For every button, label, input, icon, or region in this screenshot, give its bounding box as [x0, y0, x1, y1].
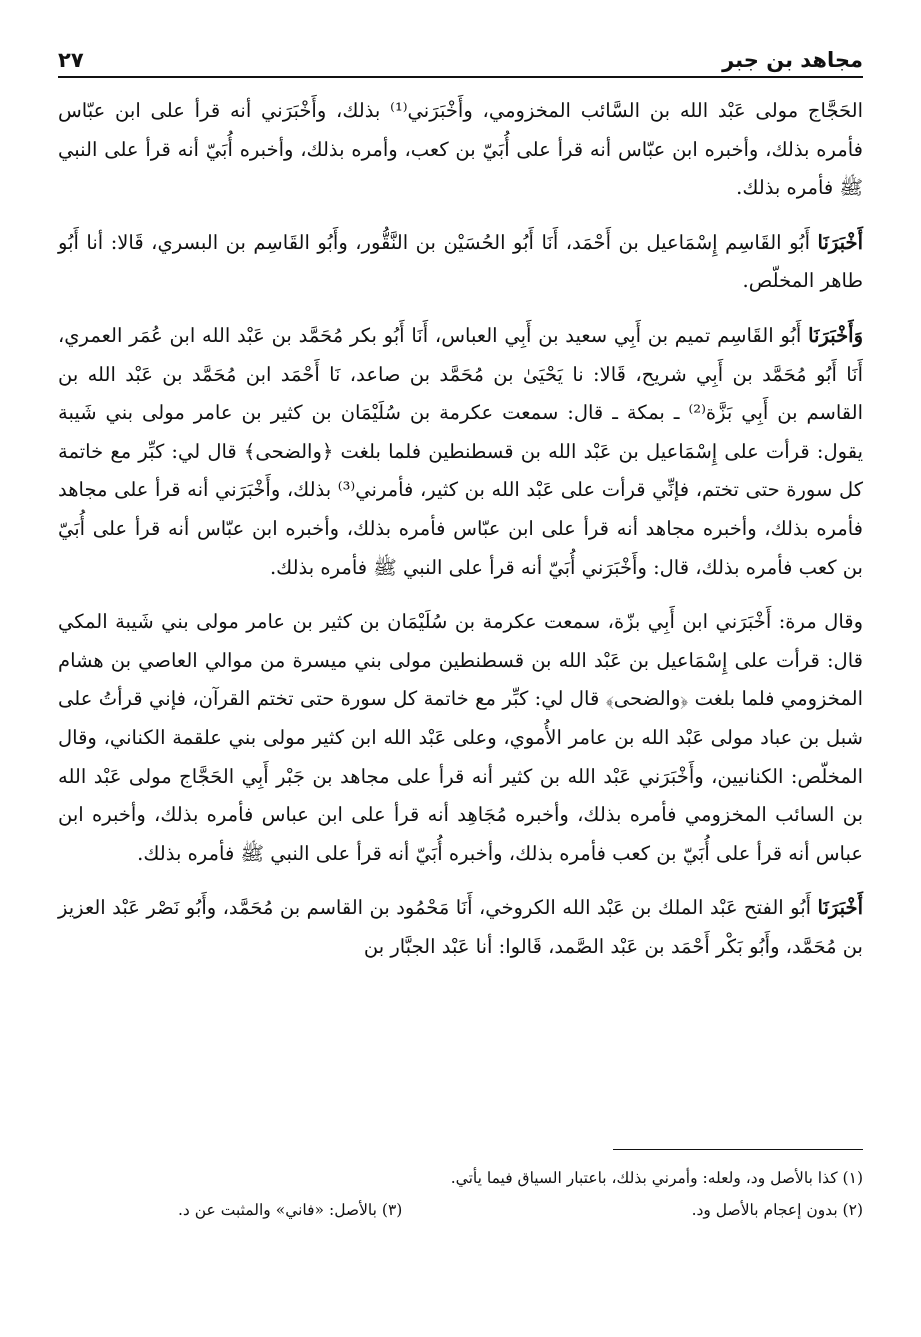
footnote-row	[58, 1194, 863, 1226]
paragraph-lead: أَخْبَرَنَا	[817, 896, 863, 920]
paragraph-text: وقال مرة: أَخْبَرَني ابن أَبِي بزّة، سمعت عكرمة بن سُلَيْمَان بن كثير بن عامر مولى بني شَيبة المكي قال: قرأت على إِسْمَاعيل بن عَبْد الله بن قسطنطين مولى بني ميسرة من موالي العاصي بن هشام المخزومي فلما بلغت ﴿والضحى﴾ قال لي: كبِّر مع خاتمة كل سورة حتى تختم القرآن، فإني قرأتُ على شبل بن عباد مولى عَبْد الله بن عامر الأُموي، وعلى عَبْد الله ابن كثير مولى بني علقمة الكناني، وقال المخلّص: الكنانيين، وأَخْبَرَني عَبْد الله بن كثير أنه قرأ على مجاهد بن جَبْر أَبِي الحَجَّاج مولى عَبْد الله بن السائب المخزومي فأمره بذلك، وأخبره مُجَاهِد أنه قرأ على ابن عباس فأمره بذلك، وأخبره ابن عباس أنه قرأ على أُبَيّ بن كعب فأمره بذلك، وأخبره أُبَيّ أنه قرأ على النبي ﷺ فأمره بذلك.	[58, 610, 863, 865]
footnotes	[58, 1162, 863, 1226]
paragraph-text: أَبُو القَاسِم تميم بن أَبِي سعيد بن أَبِي العباس، أَنَا أَبُو بكر مُحَمَّد بن عَبْد الله ابن عُمَر العمري، أَنَا أَبُو مُحَمَّد بن أَبِي شريح، قَالا: نا يَحْيَىٰ بن مُحَمَّد بن صاعد، نَا أَحْمَد ابن مُحَمَّد بن عَبْد الله بن القاسم بن أَبِي بَزَّة⁽²⁾ ـ بمكة ـ قال: سمعت عكرمة بن سُلَيْمَان بن كثير بن عامر مولى بني شَيبة يقول: قرأت على إِسْمَاعيل بن عَبْد الله بن قسطنطين فلما بلغت ﴿والضحى﴾ قال لي: كبِّر مع خاتمة كل سورة حتى تختم، فإنِّي قرأت على عَبْد الله بن كثير، فأمرني⁽³⁾ بذلك، وأَخْبَرَني أنه قرأ على مجاهد فأمره بذلك، وأخبره مجاهد أنه قرأ على ابن عبّاس فأمره بذلك، وأخبره ابن عبّاس أنه قرأ على أُبَيّ بن كعب فأمره بذلك، قال: وأَخْبَرَني أُبَيّ أنه قرأ على النبي ﷺ فأمره بذلك.	[58, 323, 864, 579]
footnote-1: (١) كذا بالأصل ود، ولعله: وأمرني بذلك، باعتبار السياق فيما يأتي.	[450, 1169, 863, 1187]
footnote-3: (٣) بالأصل: «فاني» والمثبت عن د.	[178, 1201, 403, 1219]
page-header	[58, 28, 863, 78]
paragraph-lead: وَأَخْبَرَنَا	[808, 323, 863, 347]
main-text	[58, 92, 863, 982]
paragraph-text: أَبُو الفتح عَبْد الملك بن عَبْد الله الكروخي، أَنَا مَحْمُود بن القاسم بن مُحَمَّد، وأَبُو نَصْر عَبْد العزيز بن مُحَمَّد، وأَبُو بَكْر أَحْمَد بن عَبْد الصَّمد، قَالوا: أنا عَبْد الجبَّار بن	[58, 896, 863, 958]
paragraph-lead: أَخْبَرَنَا	[817, 230, 863, 254]
page-number: ٢٧	[58, 48, 84, 72]
paragraph-4	[58, 603, 863, 873]
paragraph-3	[58, 317, 863, 587]
paragraph-1	[58, 92, 863, 208]
paragraph-text: الحَجَّاج مولى عَبْد الله بن السَّائب المخزومي، وأَخْبَرَني⁽¹⁾ بذلك، وأَخْبَرَني أنه قرأ على ابن عبّاس فأمره بذلك، وأخبره ابن عبّاس أنه قرأ على أُبَيّ بن كعب، وأمره بذلك، وأخبره أُبَيّ أنه قرأ على النبي ﷺ فأمره بذلك.	[58, 99, 863, 200]
footnote-2: (٢) بدون إعجام بالأصل ود.	[691, 1201, 863, 1219]
footnote-separator	[613, 1149, 863, 1150]
paragraph-2	[58, 224, 863, 301]
paragraph-text: أَبُو القَاسِم إِسْمَاعيل بن أَحْمَد، أَنَا أَبُو الحُسَيْن بن النَّقُّور، وأَبُو القَاسِم بن البسري، قَالا: أنا أَبُو طاهر المخلّص.	[58, 230, 863, 293]
running-title: مجاهد بن جبر	[722, 48, 863, 72]
paragraph-5	[58, 889, 863, 966]
